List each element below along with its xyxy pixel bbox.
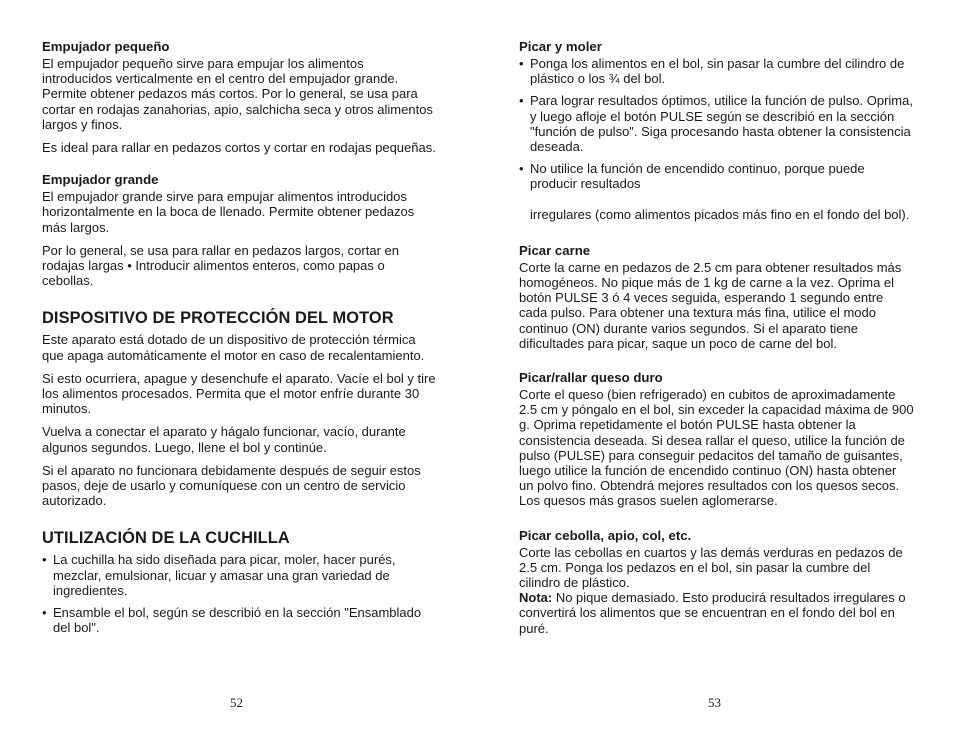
bullet-list [519,56,914,222]
paragraph: Vuelva a conectar el aparato y hágalo funcionar, vacío, durante algunos segundos. Luego, llene el bol y continúe. [42,424,406,455]
paragraph: El empujador pequeño sirve para empujar los alimentos introducidos verticalmente en el centro del empujador grande. Permite obtener pedazos más cortos. Por lo general, se usa para cortar en rodajas zanahorias, apio, salchicha seca y otros alimentos largos y finos. [42,56,433,132]
heading-empujador-grande: Empujador grande [42,172,159,188]
note-text: No pique demasiado. Esto producirá resultados irregulares o convertirá los alimentos que se encuentran en el fondo del bol en puré. [519,590,906,636]
heading-utilizacion-cuchilla: UTILIZACIÓN DE LA CUCHILLA [42,529,290,548]
paragraph: Es ideal para rallar en pedazos cortos y cortar en rodajas pequeñas. [42,140,436,156]
paragraph: Este aparato está dotado de un dispositivo de protección térmica que apaga automáticamente el motor en caso de recalentamiento. [42,332,425,363]
list-item-continuation: irregulares (como alimentos picados más fino en el fondo del bol). [530,206,910,222]
heading-picar-carne: Picar carne [519,242,591,258]
paragraph: Corte la carne en pedazos de 2.5 cm para obtener resultados más homogéneos. No pique más de 1 kg de carne a la vez. Oprima el botón PULSE 3 ó 4 veces seguida, esperando 1 segundo entre cada pulso. Para obtener una textura más fina, utilice el modo continuo (ON) durante varios segundos. Si el aparato tiene dificultades para picar, saque un poco de carne del bol. [519,259,902,351]
page-number-right: 53 [708,695,721,710]
list-item: • Ponga los alimentos en el bol, sin pasar la cumbre del cilindro de plástico o los ¾ del bol. [519,56,914,86]
note-paragraph [519,590,914,636]
paragraph: Corte el queso (bien refrigerado) en cubitos de aproximadamente 2.5 cm y póngalo en el bol, sin exceder la capacidad máxima de 900 g. Oprima repetidamente el botón PULSE hasta obtener la consistencia deseada. Si desea rallar el queso, utilice la función de pulso (PULSE) para conseguir pedacitos del tamaño de guisantes, luego utilice la función de encendido continuo (ON) hasta obtener un polvo fino. Obtendrá mejores resultados con los quesos secos. Los quesos más grasos suelen aglomerarse. [519,387,914,509]
left-page [42,38,437,642]
list-item [519,161,914,222]
paragraph: Por lo general, se usa para rallar en pedazos largos, cortar en rodajas largas • Introducir alimentos enteros, como papas o cebollas. [42,242,399,289]
list-item: • Ensamble el bol, según se describió en la sección "Ensamblado del bol". [42,605,437,635]
heading-picar-cebolla: Picar cebolla, apio, col, etc. [519,527,692,543]
paragraph: Si esto ocurriera, apague y desenchufe el aparato. Vacíe el bol y tire los alimentos procesados. Permita que el motor enfríe durante 30 minutos. [42,370,436,417]
paragraph: El empujador grande sirve para empujar alimentos introducidos horizontalmente en la boca de llenado. Permite obtener pedazos más largos. [42,189,415,235]
list-item: • La cuchilla ha sido diseñada para picar, moler, hacer purés, mezclar, emulsionar, licuar y amasar una gran variedad de ingredientes. [42,552,437,598]
paragraph: Corte las cebollas en cuartos y las demás verduras en pedazos de 2.5 cm. Ponga los pedazos en el bol, sin pasar la cumbre del cilindro de plástico. [519,544,903,591]
paragraph: Si el aparato no funcionara debidamente después de seguir estos pasos, deje de usarlo y comuníquese con un centro de servicio autorizado. [42,462,421,509]
bullet-list [42,552,437,635]
list-item-text: No utilice la función de encendido continuo, porque puede producir resultados [530,161,865,192]
heading-picar-y-moler: Picar y moler [519,39,602,54]
heading-picar-rallar-queso: Picar/rallar queso duro [519,370,663,386]
page-number-left: 52 [230,695,243,710]
right-page [519,38,914,644]
note-label: Nota: [519,590,553,606]
heading-dispositivo-proteccion: DISPOSITIVO DE PROTECCIÓN DEL MOTOR [42,309,394,328]
heading-empujador-pequeno: Empujador pequeño [42,39,170,54]
list-item: • Para lograr resultados óptimos, utilice la función de pulso. Oprima, y luego afloje el botón PULSE según se describió en la sección "función de pulso". Siga procesando hasta obtener la consistencia deseada. [519,93,914,154]
